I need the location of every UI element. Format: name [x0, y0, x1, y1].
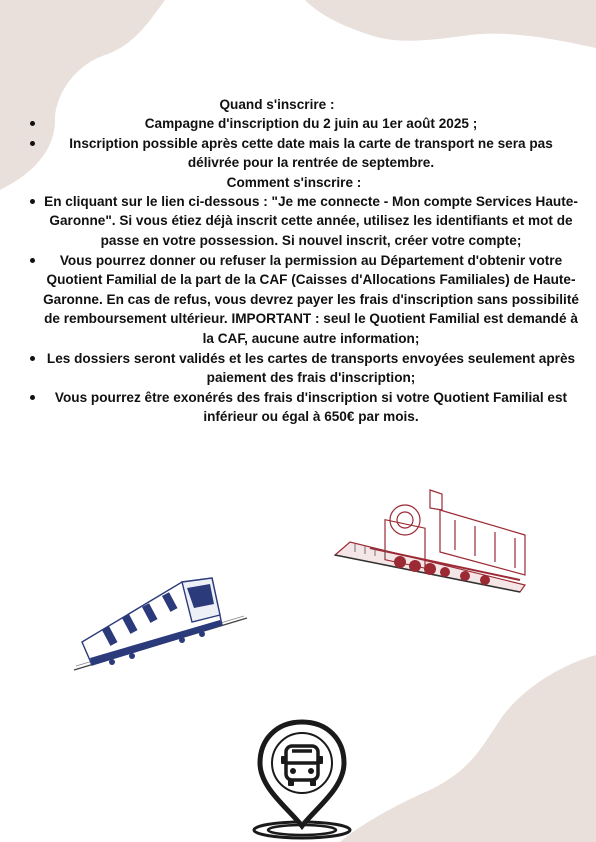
document-body — [24, 95, 580, 427]
list-item: En cliquant sur le lien ci-dessous : "Je me connecte - Mon compte Services Haute-Garonne". Si vous étiez déjà inscrit cette année, utilisez les identifiants et mot de passe en votre possession. Si nouvel inscrit, créer votre compte; — [24, 192, 580, 251]
list-when — [24, 114, 580, 173]
bottom-right-blob — [340, 655, 596, 842]
list-item: Inscription possible après cette date mais la carte de transport ne sera pas délivrée pour la rentrée de septembre. — [24, 134, 580, 173]
bullet-dot — [30, 356, 35, 361]
list-item: Vous pourrez être exonérés des frais d'inscription si votre Quotient Familial est inférieur ou égal à 650€ par mois. — [24, 388, 580, 427]
list-item: Vous pourrez donner ou refuser la permission au Département d'obtenir votre Quotient Familial de la part de la CAF (Caisses d'Allocations Familiales) de Haute-Garonne. En cas de refus, vous devrez payer les frais d'inscription sans possibilité de remboursement ultérieur. IMPORTANT : seul le Quotient Familial est demandé à la CAF, aucune autre information; — [24, 251, 580, 349]
list-how — [24, 192, 580, 427]
modern-train-icon — [72, 570, 252, 675]
bullet-dot — [30, 258, 35, 263]
bullet-dot — [30, 395, 35, 400]
bullet-dot — [30, 141, 35, 146]
steam-locomotive-icon — [330, 480, 530, 605]
bus-location-pin-icon — [248, 718, 356, 840]
list-item: Les dossiers seront validés et les cartes de transports envoyées seulement après paiement des frais d'inscription; — [24, 349, 580, 388]
list-item: Campagne d'inscription du 2 juin au 1er août 2025 ; — [24, 114, 580, 134]
bullet-dot — [30, 121, 35, 126]
heading-when: Quand s'inscrire : — [219, 97, 335, 112]
bullet-dot — [30, 199, 35, 204]
top-right-blob — [305, 0, 596, 48]
heading-how: Comment s'inscrire : — [226, 174, 362, 190]
